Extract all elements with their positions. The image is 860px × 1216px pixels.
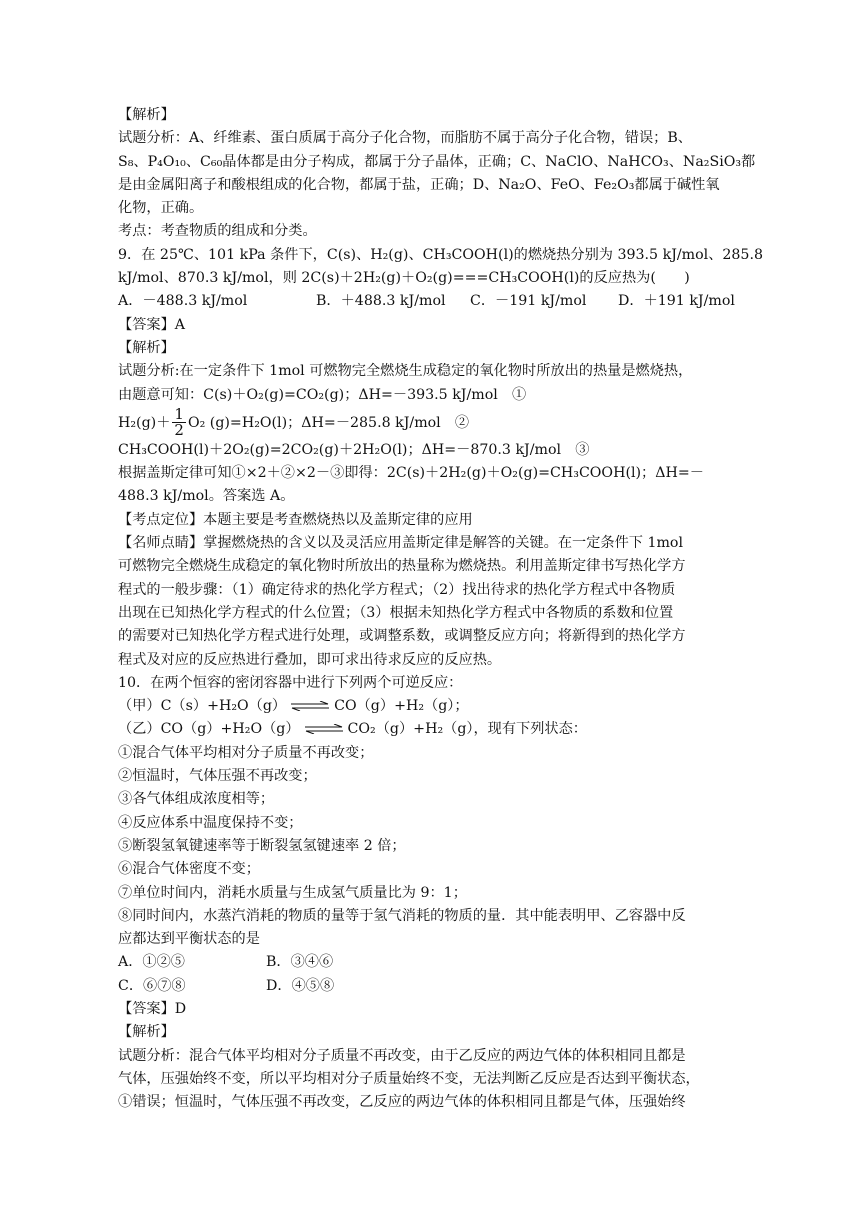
mingshi-line: 的需要对已知热化学方程式进行处理，或调整系数，或调整反应方向；将新得到的热化学方 xyxy=(118,628,686,645)
state-item: ⑦单位时间内，消耗水质量与生成氢气质量比为 9：1； xyxy=(118,884,467,901)
mingshi-line: 【名师点睛】掌握燃烧热的含义以及灵活应用盖斯定律是解答的关键。在一定条件下 1mol xyxy=(118,535,684,552)
mingshi-line: 出现在已知热化学方程式的什么位置；（3）根据未知热化学方程式中各物质的系数和位置 xyxy=(118,604,674,621)
choice-a: A．－488.3 kJ/mol xyxy=(118,293,248,310)
choice-a: A．①②⑤ xyxy=(118,954,185,971)
question-9-stem: 9．在 25℃、101 kPa 条件下，C(s)、H₂(g)、CH₃COOH(l)的燃烧热分别为 393.5 kJ/mol、285.8 xyxy=(118,246,763,263)
question-10-choices-row1 xyxy=(118,951,744,974)
question-10-choices-row2 xyxy=(118,975,744,998)
analysis-text-line: 气体，压强始终不变，所以平均相对分子质量始终不变，无法判断乙反应是否达到平衡状态， xyxy=(118,1070,700,1087)
question-9-choices xyxy=(118,290,744,313)
state-item: ②恒温时，气体压强不再改变； xyxy=(118,768,317,785)
document-page xyxy=(118,104,763,1114)
analysis-text-line: S₈、P₄O₁₀、C₆₀晶体都是由分子构成，都属于分子晶体，正确；C、NaClO、NaHCO₃、Na₂SiO₃都 xyxy=(118,153,756,170)
kaodian-line: 【考点定位】本题主要是考查燃烧热以及盖斯定律的应用 xyxy=(118,511,473,528)
analysis-text-line: 试题分析：混合气体平均相对分子质量不再改变，由于乙反应的两边气体的体积相同且都是 xyxy=(118,1047,686,1064)
reaction-yi: （乙）CO（g）+H₂O（g） CO₂（g）+H₂（g），现有下列状态： xyxy=(118,721,587,738)
state-item: ④反应体系中温度保持不变； xyxy=(118,814,303,831)
analysis-text-line: 化物，正确。 xyxy=(118,200,204,217)
analysis-text-line: 是由金属阳离子和酸根组成的化合物，都属于盐，正确；D、Na₂O、FeO、Fe₂O₃都属于碱性氧 xyxy=(118,176,720,193)
choice-c: C．⑥⑦⑧ xyxy=(118,977,186,994)
equation-2: H₂(g)＋ $\frac{1}{2}$ O₂ (g)=H₂O(l)；ΔH=－285.8 kJ/mol ② xyxy=(118,405,470,440)
equation-1: 由题意可知：C(s)＋O₂(g)=CO₂(g)；ΔH=－393.5 kJ/mol ① xyxy=(118,386,527,403)
choice-b: B．③④⑥ xyxy=(266,954,334,971)
analysis-text-line: ①错误；恒温时，气体压强不再改变，乙反应的两边气体的体积相同且都是气体，压强始终 xyxy=(118,1094,686,1111)
choice-d: D．④⑤⑧ xyxy=(266,977,335,994)
analysis-header: 【解析】 xyxy=(118,339,175,356)
equilibrium-arrow-icon xyxy=(304,724,344,734)
mingshi-line: 可燃物完全燃烧生成稳定的氧化物时所放出的热量称为燃烧热。利用盖斯定律书写热化学方 xyxy=(118,558,686,575)
answer-line: 【答案】A xyxy=(118,316,185,333)
state-item: ①混合气体平均相对分子质量不再改变； xyxy=(118,744,374,761)
state-item: ③各气体组成浓度相等； xyxy=(118,791,275,808)
mingshi-line: 程式及对应的反应热进行叠加，即可求出待求反应的反应热。 xyxy=(118,651,502,668)
fraction-one-half: $\frac{1}{2}$ xyxy=(174,405,184,440)
mingshi-line: 程式的一般步骤：（1）确定待求的热化学方程式；（2）找出待求的热化学方程式中各物质 xyxy=(118,581,676,598)
choice-c: C．－191 kJ/mol xyxy=(470,293,587,310)
state-item: ⑤断裂氢氧键速率等于断裂氢氢键速率 2 倍； xyxy=(118,837,406,854)
equation-3: CH₃COOH(l)＋2O₂(g)=2CO₂(g)＋2H₂O(l)；ΔH=－870.3 kJ/mol ③ xyxy=(118,441,590,458)
reaction-jia: （甲）C（s）+H₂O（g） CO（g）+H₂（g）； xyxy=(118,698,469,715)
state-item: ⑧同时间内，水蒸汽消耗的物质的量等于氢气消耗的物质的量．其中能表明甲、乙容器中反 xyxy=(118,907,686,924)
kaodian-line: 考点：考查物质的组成和分类。 xyxy=(118,223,317,240)
analysis-text-line: 试题分析:在一定条件下 1mol 可燃物完全燃烧生成稳定的氧化物时所放出的热量是燃烧热， xyxy=(118,363,693,380)
analysis-text-line: 488.3 kJ/mol。答案选 A。 xyxy=(118,488,295,505)
analysis-header: 【解析】 xyxy=(118,107,175,123)
choice-d: D．＋191 kJ/mol xyxy=(618,293,735,310)
analysis-text-line: 试题分析：A、纤维素、蛋白质属于高分子化合物，而脂肪不属于高分子化合物，错误；B、 xyxy=(118,130,692,147)
analysis-header: 【解析】 xyxy=(118,1024,175,1041)
state-item: 应都达到平衡状态的是 xyxy=(118,931,260,948)
analysis-text-line: 根据盖斯定律可知①×2＋②×2－③即得：2C(s)＋2H₂(g)＋O₂(g)=CH₃COOH(l)；ΔH=－ xyxy=(118,465,704,482)
state-item: ⑥混合气体密度不变； xyxy=(118,861,260,878)
equilibrium-arrow-icon xyxy=(290,701,330,711)
question-10-stem: 10．在两个恒容的密闭容器中进行下列两个可逆反应： xyxy=(118,674,463,691)
question-9-stem: kJ/mol、870.3 kJ/mol，则 2C(s)＋2H₂(g)＋O₂(g)===CH₃COOH(l)的反应热为( ) xyxy=(118,270,690,287)
answer-line: 【答案】D xyxy=(118,1000,187,1017)
choice-b: B．＋488.3 kJ/mol xyxy=(316,293,446,310)
